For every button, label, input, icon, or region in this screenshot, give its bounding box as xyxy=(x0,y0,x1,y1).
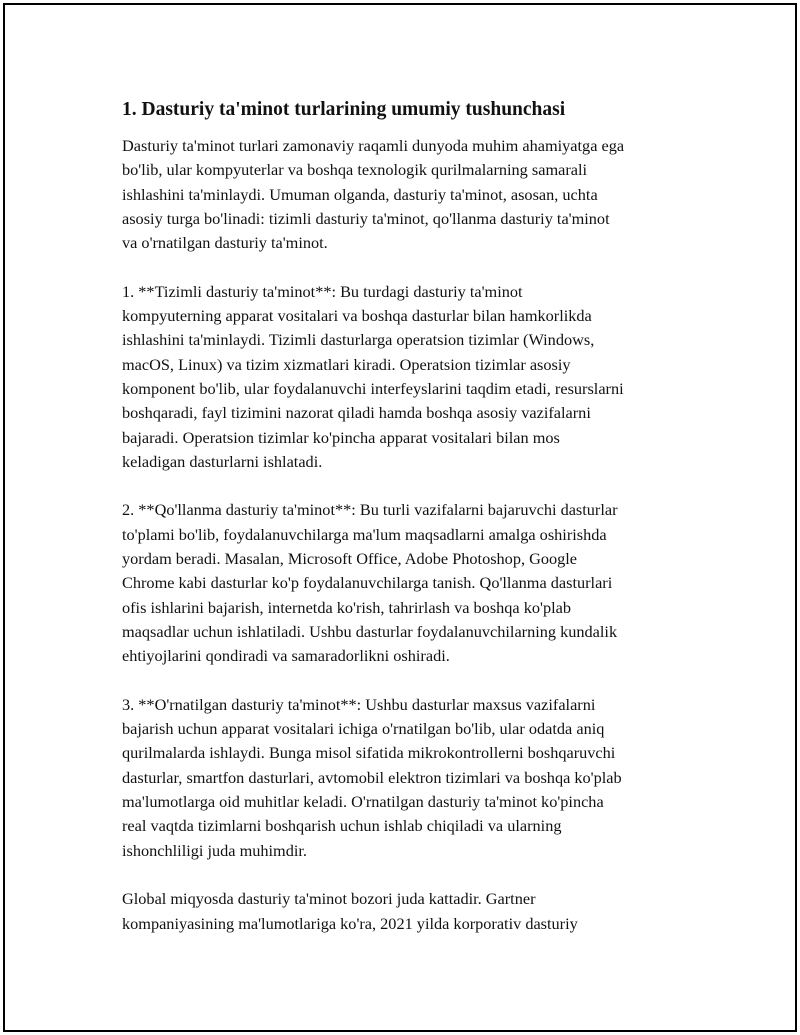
text-line: ishlashini ta'minlaydi. Tizimli dasturlarga operatsion tizimlar (Windows, xyxy=(122,330,595,350)
text-line: bajarish uchun apparat vositalari ichiga o'rnatilgan bo'lib, ular odatda aniq xyxy=(122,719,605,739)
text-line: boshqaradi, fayl tizimini nazorat qiladi hamda boshqa asosiy vazifalarni xyxy=(122,403,591,423)
paragraph-global-market xyxy=(122,887,697,936)
text-line: qurilmalarda ishlaydi. Bunga misol sifatida mikrokontrollerni boshqaruvchi xyxy=(122,743,616,763)
text-line: asosiy turga bo'linadi: tizimli dasturiy ta'minot, qo'llanma dasturiy ta'minot xyxy=(122,208,610,228)
paragraph-intro xyxy=(122,134,697,255)
text-line: ma'lumotlarga oid muhitlar keladi. O'rnatilgan dasturiy ta'minot ko'pincha xyxy=(122,792,604,812)
text-line: bo'lib, ular kompyuterlar va boshqa texnologik qurilmalarning samarali xyxy=(122,160,588,180)
text-line: macOS, Linux) va tizim xizmatlari kiradi. Operatsion tizimlar asosiy xyxy=(122,354,571,374)
text-line: 2. **Qo'llanma dasturiy ta'minot**: Bu turli vazifalarni bajaruvchi dasturlar xyxy=(122,500,618,520)
text-line: kompyuterning apparat vositalari va boshqa dasturlar bilan hamkorlikda xyxy=(122,306,592,326)
text-line: va o'rnatilgan dasturiy ta'minot. xyxy=(122,233,328,253)
document-body xyxy=(122,97,697,960)
text-line: bajaradi. Operatsion tizimlar ko'pincha apparat vositalari bilan mos xyxy=(122,427,560,447)
text-line: dasturlar, smartfon dasturlari, avtomobil elektron tizimlari va boshqa ko'plab xyxy=(122,767,622,787)
paragraph-application-software xyxy=(122,498,697,668)
text-line: ofis ishlarini bajarish, internetda ko'rish, tahrirlash va boshqa ko'plab xyxy=(122,597,571,617)
text-line: real vaqtda tizimlarni boshqarish uchun ishlab chiqiladi va ularning xyxy=(122,816,562,836)
text-line: Global miqyosda dasturiy ta'minot bozori juda kattadir. Gartner xyxy=(122,889,536,909)
text-line: ishonchliligi juda muhimdir. xyxy=(122,840,307,860)
text-line: Dasturiy ta'minot turlari zamonaviy raqamli dunyoda muhim ahamiyatga ega xyxy=(122,136,625,155)
text-line: kompaniyasining ma'lumotlariga ko'ra, 2021 yilda korporativ dasturiy xyxy=(122,913,578,933)
text-line: to'plami bo'lib, foydalanuvchilarga ma'lum maqsadlarni amalga oshirishda xyxy=(122,524,607,544)
paragraph-embedded-software xyxy=(122,693,697,863)
text-line: keladigan dasturlarni ishlatadi. xyxy=(122,451,323,471)
text-line: maqsadlar uchun ishlatiladi. Ushbu dasturlar foydalanuvchilarning kundalik xyxy=(122,621,618,641)
text-line: komponent bo'lib, ular foydalanuvchi interfeyslarini taqdim etadi, resurslarni xyxy=(122,378,624,398)
text-line: 3. **O'rnatilgan dasturiy ta'minot**: Ushbu dasturlar maxsus vazifalarni xyxy=(122,694,596,714)
text-line: ehtiyojlarini qondiradi va samaradorlikni oshiradi. xyxy=(122,646,450,666)
section-title: 1. Dasturiy ta'minot turlarining umumiy tushunchasi xyxy=(122,99,566,120)
page-frame xyxy=(3,3,797,1032)
text-line: 1. **Tizimli dasturiy ta'minot**: Bu turdagi dasturiy ta'minot xyxy=(122,281,523,301)
text-line: Chrome kabi dasturlar ko'p foydalanuvchilarga tanish. Qo'llanma dasturlari xyxy=(122,573,613,593)
paragraph-system-software xyxy=(122,280,697,474)
text-line: ishlashini ta'minlaydi. Umuman olganda, dasturiy ta'minot, asosan, uchta xyxy=(122,184,598,204)
text-line: yordam beradi. Masalan, Microsoft Office, Adobe Photoshop, Google xyxy=(122,549,578,569)
